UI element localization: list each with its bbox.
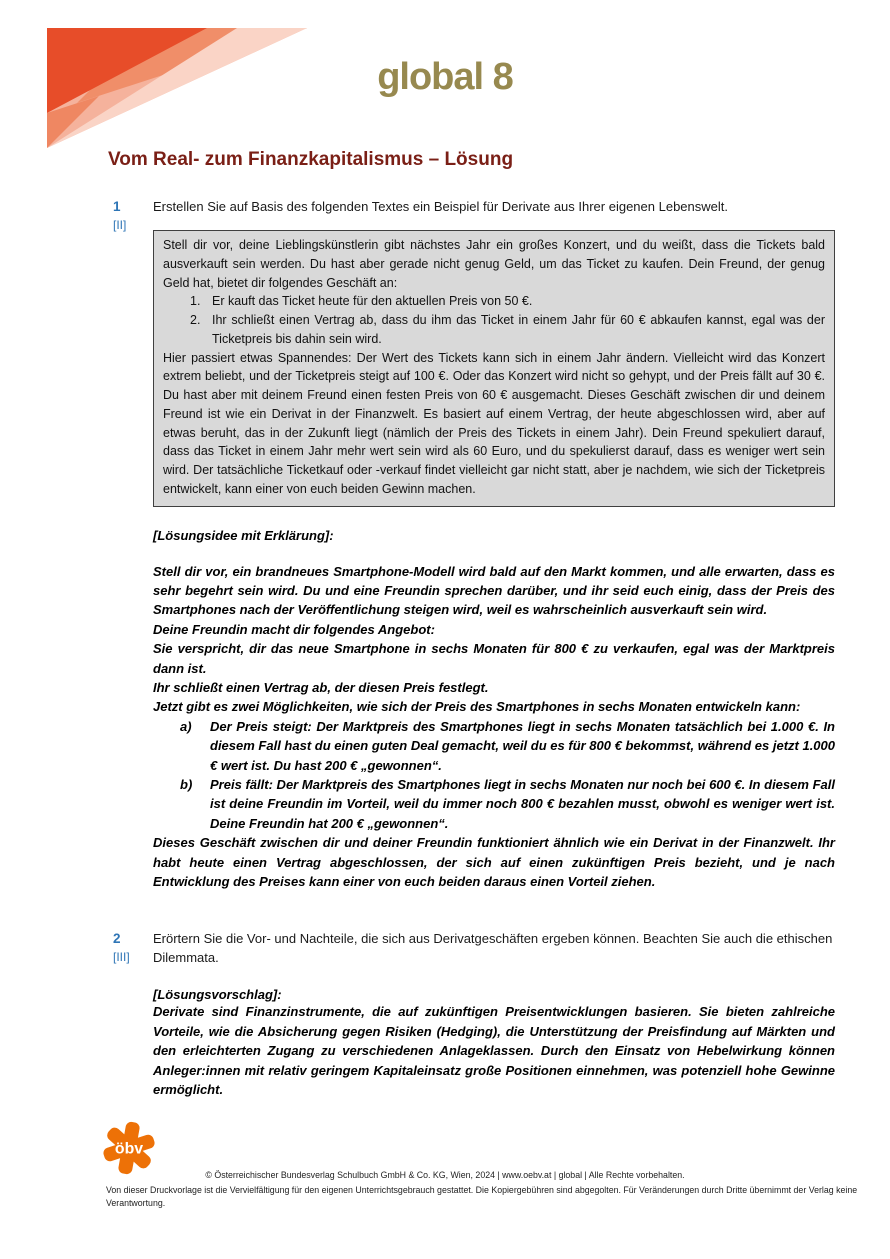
task-2-number: 2 bbox=[113, 931, 121, 947]
task-1-prompt: Erstellen Sie auf Basis des folgenden Textes ein Beispiel für Derivate aus Ihrer eigenen Lebenswelt. bbox=[153, 199, 728, 214]
list-item-text: Der Preis steigt: Der Marktpreis des Smartphones liegt in sechs Monaten tatsächlich bei 1.000 €. In diesem Fall hast du einen guten Deal gemacht, weil du es für 800 € bekommst, während es jetzt 1.000 € wert ist. Du hast 200 € „gewonnen“. bbox=[210, 718, 835, 773]
source-text-intro: Stell dir vor, deine Lieblingskünstlerin gibt nächstes Jahr ein großes Konzert, und du weißt, dass die Tickets bald ausverkauft sein werden. Du hast aber gerade nicht genug Geld, um das Ticket zu kaufen. Dein Freund, der genug Geld hat, bietet dir folgendes Geschäft an: bbox=[163, 238, 825, 290]
task-2-solution-label: [Lösungsvorschlag]: bbox=[153, 987, 282, 1003]
list-item-text: Er kauft das Ticket heute für den aktuellen Preis von 50 €. bbox=[212, 294, 533, 309]
task-1-solution-label: [Lösungsidee mit Erklärung]: bbox=[153, 527, 334, 543]
task-1-label bbox=[113, 197, 153, 891]
task-2-solution bbox=[153, 1002, 835, 1099]
task-2-competence-level: [III] bbox=[113, 950, 130, 965]
solution-paragraph: Sie verspricht, dir das neue Smartphone in sechs Monaten für 800 € zu verkaufen, egal was der Marktpreis dann ist. bbox=[153, 641, 835, 676]
source-text-box bbox=[153, 230, 835, 507]
source-text-list bbox=[163, 292, 825, 348]
solution-paragraph: Ihr schließt einen Vertrag ab, der diesen Preis festlegt. bbox=[153, 679, 489, 695]
list-item bbox=[163, 311, 825, 349]
task-1-body bbox=[153, 197, 835, 891]
list-item-marker: a) bbox=[180, 718, 192, 734]
source-text-outro: Hier passiert etwas Spannendes: Der Wert des Tickets kann sich in einem Jahr ändern. Vielleicht wird das Konzert extrem beliebt, und der Ticketpreis steigt auf 100 €. Oder das Konzert wird nicht so gehypt, und der Preis fällt auf 30 €. Du hast aber mit deinem Freund einen festen Preis von 60 € ausgemacht. Dieses Geschäft zwischen dir und deinem Freund ist wie ein Derivat in der Finanzwelt. Es basiert auf einem Vertrag, der heute abgeschlossen wird, aber auf etwas beruht, das in der Zukunft liegt (nämlich der Preis des Tickets in einem Jahr). Dein Freund spekuliert darauf, dass das Ticket in einem Jahr mehr wert sein wird als 60 Euro, und du spekulierst darauf, dass es weniger wert sein wird. Der tatsächliche Ticketkauf oder -verkauf findet vielleicht gar nicht statt, aber je nachdem, wie sich der Ticketpreis entwickelt, kann einer von euch beiden Gewinn machen. bbox=[163, 350, 825, 496]
list-item-text: Preis fällt: Der Marktpreis des Smartphones liegt in sechs Monaten nur noch bei 600 €. In diesem Fall ist deine Freundin im Vorteil, weil du immer noch 800 € bezahlen musst, obwohl es weniger wert ist. Deine Freundin hat 200 € „gewonnen“. bbox=[210, 776, 835, 831]
task-1-solution bbox=[153, 562, 835, 892]
list-item-marker: 1. bbox=[190, 294, 201, 309]
task-1-competence-level: [II] bbox=[113, 218, 127, 232]
obv-publisher-logo bbox=[98, 1120, 160, 1176]
task-1 bbox=[113, 197, 835, 891]
task-1-number: 1 bbox=[113, 199, 121, 214]
task-2 bbox=[113, 929, 835, 1099]
solution-paragraph: Stell dir vor, ein brandneues Smartphone-Modell wird bald auf den Markt kommen, und alle erwarten, dass es sehr begehrt sein wird. Du und eine Freundin sprechen darüber, und ihr seid euch einig, dass der Preis des Smartphones nach der Veröffentlichung steigen wird, weil es wahrscheinlich ausverkauft sein wird. bbox=[153, 563, 835, 618]
task-2-prompt: Erörtern Sie die Vor- und Nachteile, die sich aus Derivatgeschäften ergeben können. Beachten Sie auch die ethischen Dilemmata. bbox=[153, 931, 833, 966]
main-content bbox=[113, 197, 835, 1099]
footer-copyright-line: © Österreichischer Bundesverlag Schulbuch GmbH & Co. KG, Wien, 2024 | www.oebv.at | global | Alle Rechte vorbehalten. bbox=[205, 1170, 685, 1180]
list-item-marker: b) bbox=[180, 776, 193, 792]
solution-paragraph: Derivate sind Finanzinstrumente, die auf zukünftigen Preisentwicklungen basieren. Sie bieten zahlreiche Vorteile, wie die Absicherung gegen Risiken (Hedging), die Unterstützung der Preisfindung auf Märkten und den erleichterten Zugang zu verschiedenen Anlageklassen. Durch den Einsatz von Hebelwirkung können Anleger:innen mit relativ geringem Kapitaleinsatz große Positionen einnehmen, was potenziell hohe Gewinne ermöglicht. bbox=[153, 1004, 835, 1098]
footer-usage-notice: Von dieser Druckvorlage ist die Vervielfältigung für den eigenen Unterrichtsgebrauch gestattet. Die Kopiergebühren sind abgegolten. Für Veränderungen durch Dritte übernimmt der Verlag keine Verantwortung. bbox=[106, 1185, 858, 1208]
list-item-text: Ihr schließt einen Vertrag ab, dass du ihm das Ticket in einem Jahr für 60 € abkaufen kannst, egal was der Ticketpreis bis dahin sein wird. bbox=[212, 313, 825, 346]
list-item-marker: 2. bbox=[190, 313, 201, 327]
task-2-label bbox=[113, 929, 153, 1099]
list-item bbox=[163, 292, 825, 311]
page-title: Vom Real- zum Finanzkapitalismus – Lösung bbox=[108, 149, 514, 170]
solution-paragraph: Dieses Geschäft zwischen dir und deiner Freundin funktioniert ähnlich wie ein Derivat in der Finanzwelt. Ihr habt heute einen Vertrag abgeschlossen, der sich auf einen zukünftigen Preis bezieht, und je nach Entwicklung des Preises kann einer von euch beiden daraus einen Vorteil ziehen. bbox=[153, 835, 835, 889]
obv-logo-text: öbv bbox=[114, 1140, 144, 1158]
solution-list-item bbox=[153, 775, 835, 833]
solution-paragraph: Deine Freundin macht dir folgendes Angebot: bbox=[153, 621, 435, 637]
solution-list-item bbox=[153, 717, 835, 775]
task-2-body bbox=[153, 929, 835, 1099]
solution-paragraph: Jetzt gibt es zwei Möglichkeiten, wie sich der Preis des Smartphones in sechs Monaten entwickeln kann: bbox=[153, 699, 801, 715]
series-title: global 8 bbox=[377, 56, 513, 98]
